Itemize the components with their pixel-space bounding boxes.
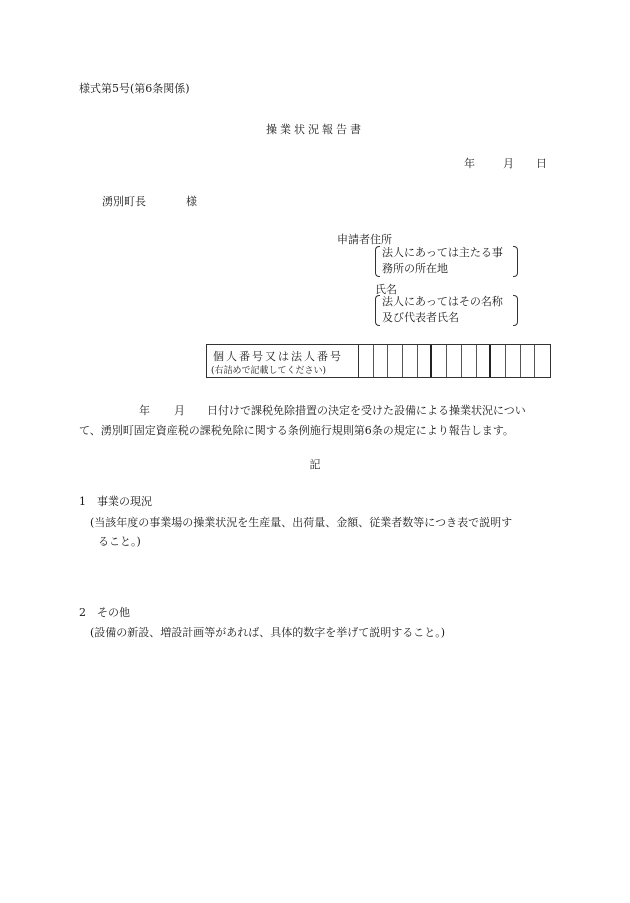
- body-month: 月: [174, 404, 185, 417]
- form-number-label: 様式第5号(第6条関係): [79, 82, 190, 95]
- id-digit-cell[interactable]: [535, 345, 550, 377]
- id-digit-cell[interactable]: [506, 345, 521, 377]
- date-line: [464, 155, 547, 171]
- bracket-left: [375, 246, 380, 277]
- date-year: 年: [464, 157, 475, 170]
- document-title: 操業状況報告書: [266, 123, 364, 136]
- applicant-name-label: 氏名: [375, 283, 397, 296]
- name-note-line2: 及び代表者氏名: [382, 311, 459, 324]
- bracket-right: [513, 295, 518, 326]
- section-1-title: 1 事業の現況: [79, 495, 152, 508]
- body-text-line2: て、湧別町固定資産税の課税免除に関する条例施行規則第6条の規定により報告します。: [79, 424, 514, 437]
- date-day: 日: [536, 157, 547, 170]
- id-digit-cell[interactable]: [388, 345, 403, 377]
- address-note-line2: 務所の所在地: [382, 262, 448, 275]
- name-note-line1: 法人にあってはその名称: [382, 295, 503, 308]
- id-digit-cell[interactable]: [418, 345, 433, 377]
- addressee-honorific: 様: [186, 195, 197, 208]
- id-digit-cell[interactable]: [462, 345, 477, 377]
- id-digit-cell[interactable]: [477, 345, 492, 377]
- id-number-table: [206, 344, 551, 378]
- addressee: [102, 193, 197, 209]
- id-digit-cell[interactable]: [432, 345, 447, 377]
- id-digit-cell[interactable]: [521, 345, 536, 377]
- bracket-left: [375, 295, 380, 326]
- section-1-note-line1: (当該年度の事業場の操業状況を生産量、出荷量、金額、従業者数等につき表で説明す: [90, 516, 513, 529]
- id-number-label: 個人番号又は法人番号: [213, 350, 343, 363]
- id-number-label-cell: [207, 345, 359, 377]
- body-text-line1: [79, 402, 526, 418]
- address-bracket-note: [375, 245, 518, 277]
- ki-heading: 記: [309, 458, 321, 471]
- address-note-line1: 法人にあっては主たる事: [382, 246, 503, 259]
- id-digit-cell[interactable]: [447, 345, 462, 377]
- addressee-name: 湧別町長: [102, 195, 146, 208]
- body-line1-rest: 日付けで課税免除措置の決定を受けた設備による操業状況につい: [207, 404, 526, 417]
- id-digit-cell[interactable]: [374, 345, 389, 377]
- id-digit-cell[interactable]: [359, 345, 374, 377]
- date-month: 月: [503, 157, 514, 170]
- id-number-note: (右詰めで記載してください): [211, 366, 327, 376]
- id-digit-cell[interactable]: [403, 345, 418, 377]
- body-year: 年: [139, 404, 150, 417]
- section-2-note: (設備の新設、増設計画等があれば、具体的数字を挙げて説明すること。): [90, 626, 446, 639]
- section-1-note-line2: ること。): [98, 535, 141, 548]
- name-bracket-note: [375, 294, 518, 326]
- bracket-right: [513, 246, 518, 277]
- id-digit-cell[interactable]: [491, 345, 506, 377]
- applicant-address-label: 申請者住所: [337, 233, 392, 246]
- section-2-title: 2 その他: [79, 606, 130, 619]
